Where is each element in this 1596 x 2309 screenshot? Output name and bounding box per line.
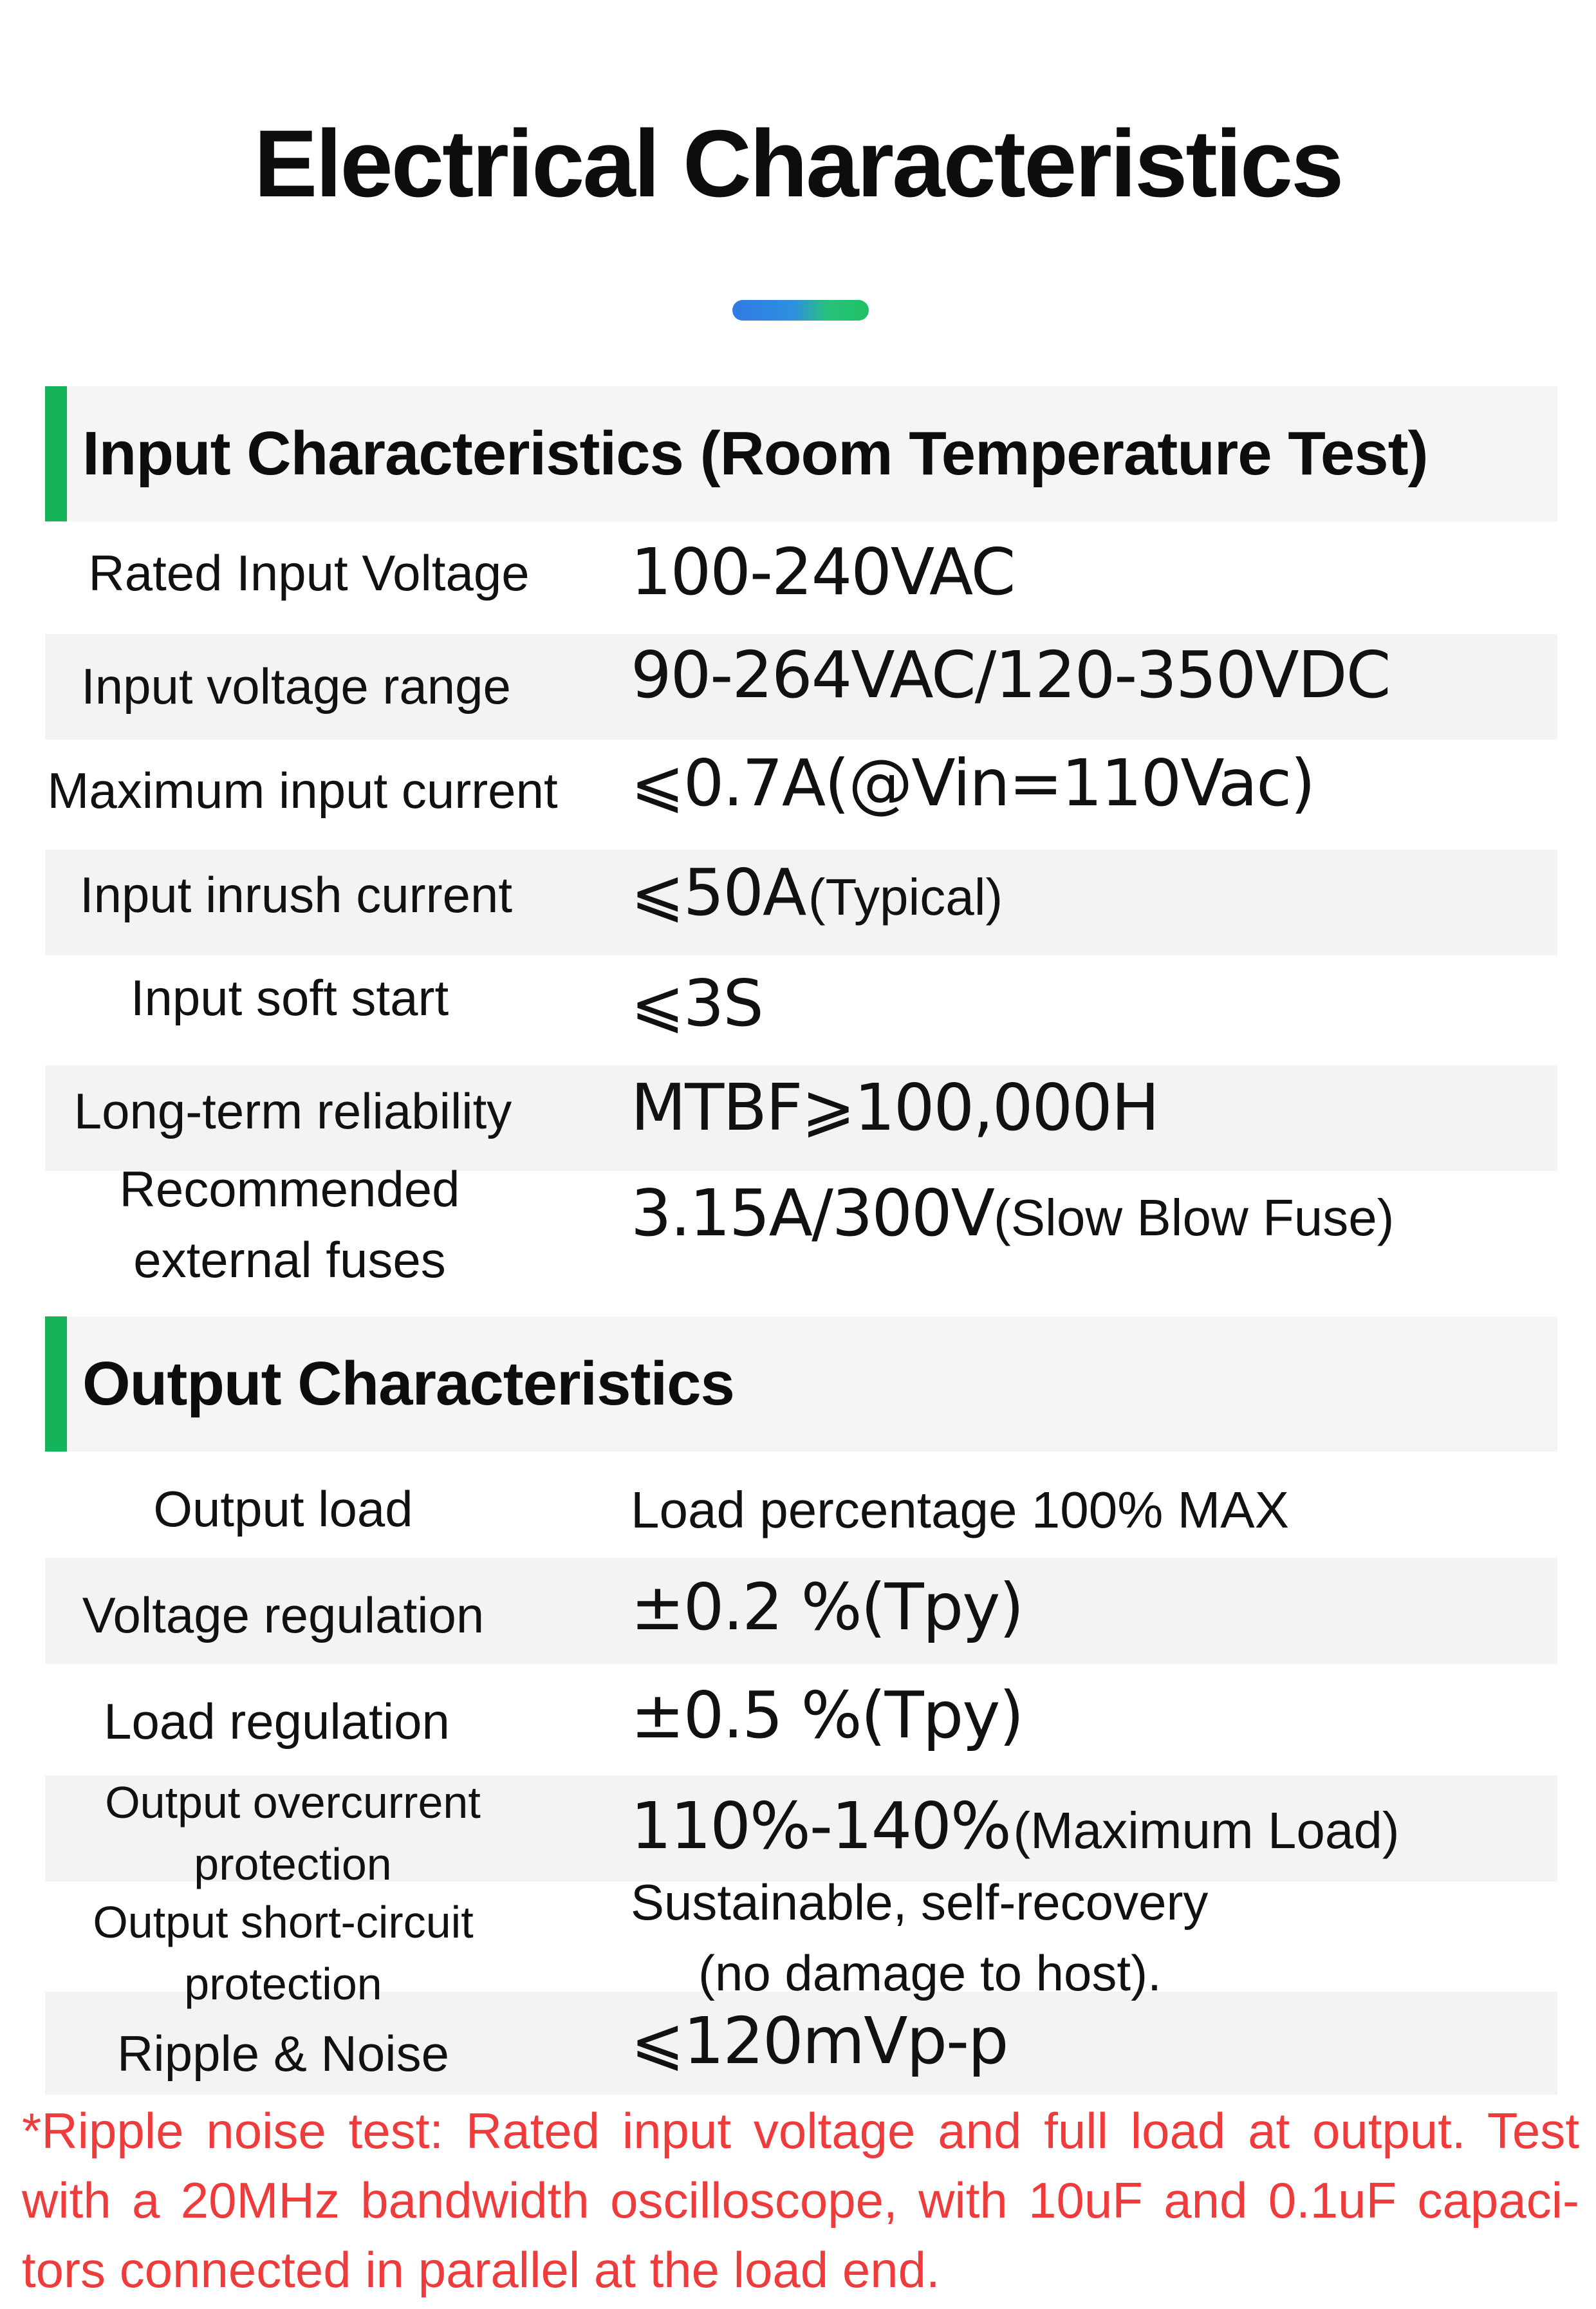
- row-label-long-term-reliability: Long-term reliability: [73, 1083, 512, 1139]
- row-label-voltage-regulation: Voltage regulation: [82, 1587, 485, 1643]
- row-value-input-voltage-range: [631, 637, 1389, 713]
- label-line-2: external fuses: [133, 1231, 446, 1288]
- value-main: 3.15A/300V: [631, 1175, 994, 1251]
- row-value-output-load: Load percentage 100% MAX: [631, 1481, 1289, 1538]
- row-label-ripple-noise: Ripple & Noise: [117, 2025, 449, 2082]
- value-line-2: (no damage to host).: [698, 1945, 1162, 2001]
- row-value-recommended-external-fuses: [631, 1175, 1394, 1251]
- page-title: Electrical Characteristics: [254, 111, 1342, 217]
- value-note: (Typical): [808, 868, 1003, 926]
- row-value-output-short-circuit-protection: [631, 1867, 1467, 2008]
- value-line-1: Sustainable, self-recovery: [631, 1874, 1209, 1930]
- row-label-recommended-external-fuses: [26, 1154, 553, 1295]
- ripple-noise-footnote: *Ripple noise test: Rated input voltage and full load at output. Test with a 20MHz bandwidth oscilloscope, with 10uF and 0.1uF capaci-tors connected in parallel at the load end.: [22, 2102, 1579, 2298]
- input-section-title: Input Characteristics (Room Temperature Test): [82, 419, 1428, 488]
- row-value-output-overcurrent-protection: [631, 1788, 1399, 1864]
- value-main: 100-240VAC: [631, 534, 1015, 610]
- row-value-ripple-noise: [631, 2003, 1008, 2079]
- value-main: ±0.2 %(Tpy): [631, 1569, 1023, 1645]
- row-value-maximum-input-current: [631, 745, 1314, 821]
- label-line-1: Output overcurrent: [105, 1777, 481, 1828]
- row-value-rated-input-voltage: [631, 534, 1014, 610]
- row-label-input-voltage-range: Input voltage range: [81, 658, 511, 715]
- value-main: ⩽120mVp-p: [631, 2003, 1008, 2079]
- value-main: ⩽50A: [631, 855, 806, 930]
- value-main: ⩽0.7A(@Vin=110Vac): [631, 745, 1315, 821]
- row-label-input-inrush-current: Input inrush current: [79, 866, 513, 923]
- section-stripe: [45, 386, 67, 521]
- input-section-header: [45, 386, 1557, 521]
- label-line-1: Output short-circuit: [93, 1897, 474, 1947]
- row-value-long-term-reliability: [631, 1070, 1158, 1145]
- value-main: MTBF⩾100,000H: [631, 1070, 1158, 1145]
- value-main: ⩽3S: [631, 966, 763, 1041]
- value-main: 110%-140%: [631, 1788, 1010, 1864]
- value-note: (Maximum Load): [1013, 1802, 1400, 1859]
- row-label-maximum-input-current: Maximum input current: [47, 762, 558, 819]
- row-value-input-inrush-current: [631, 855, 1003, 930]
- row-label-output-short-circuit-protection: [19, 1891, 547, 2015]
- value-main: ±0.5 %(Tpy): [631, 1678, 1023, 1753]
- section-stripe: [45, 1316, 67, 1452]
- row-label-input-soft-start: Input soft start: [130, 969, 449, 1026]
- output-section-title: Output Characteristics: [82, 1349, 734, 1418]
- value-note: (Slow Blow Fuse): [994, 1189, 1395, 1246]
- row-value-load-regulation: [631, 1678, 1023, 1753]
- row-label-output-load: Output load: [153, 1481, 413, 1537]
- label-line-2: protection: [184, 1959, 382, 2009]
- title-accent-bar: [732, 300, 869, 321]
- row-label-output-overcurrent-protection: [29, 1771, 557, 1895]
- row-label-rated-input-voltage: Rated Input Voltage: [88, 545, 530, 601]
- row-value-input-soft-start: [631, 966, 763, 1041]
- row-value-voltage-regulation: [631, 1569, 1023, 1645]
- row-label-load-regulation: Load regulation: [104, 1693, 450, 1750]
- label-line-2: protection: [194, 1839, 392, 1889]
- value-main: 90-264VAC/120-350VDC: [631, 637, 1390, 713]
- label-line-1: Recommended: [119, 1161, 460, 1217]
- output-section-header: [45, 1316, 1557, 1452]
